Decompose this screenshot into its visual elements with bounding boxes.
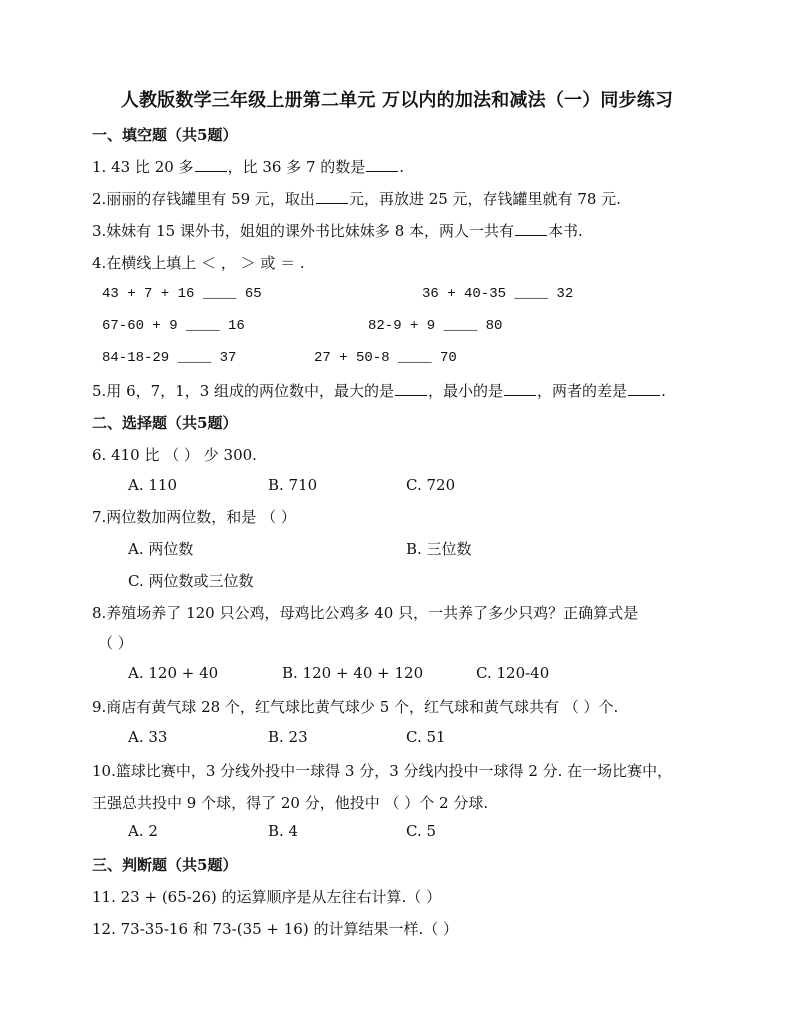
question-5 <box>92 380 666 401</box>
question-2-part-a: 2.丽丽的存钱罐里有 59 元，取出 <box>92 190 315 208</box>
answer-blank[interactable] <box>628 394 660 396</box>
question-1-part-a: 1. 43 比 20 多 <box>92 158 194 176</box>
section-fill-heading: 一、填空题（共5题） <box>92 126 238 144</box>
option-b[interactable]: B. 710 <box>268 476 318 494</box>
option-a[interactable]: A. 2 <box>128 822 158 840</box>
compare-expression: 27 + 50-8 ____ 70 <box>314 350 457 366</box>
question-12-stem: 12. 73-35-16 和 73-(35 + 16) 的计算结果一样.（ ） <box>92 920 458 938</box>
compare-expression: 67-60 + 9 ____ 16 <box>102 318 245 334</box>
question-3-part-b: 本书. <box>548 222 583 240</box>
section-choice-heading: 二、选择题（共5题） <box>92 414 238 432</box>
answer-parenthesis: （ ） <box>98 634 133 652</box>
option-a[interactable]: A. 110 <box>128 476 177 494</box>
option-c[interactable]: C. 5 <box>406 822 437 840</box>
option-b[interactable]: B. 120 + 40 + 120 <box>282 664 424 682</box>
answer-blank[interactable] <box>366 170 398 172</box>
option-b[interactable]: B. 三位数 <box>406 540 472 558</box>
compare-expression: 82-9 + 9 ____ 80 <box>368 318 503 334</box>
option-c[interactable]: C. 51 <box>406 728 446 746</box>
option-a[interactable]: A. 120 + 40 <box>128 664 219 682</box>
question-10-stem-line1: 10.篮球比赛中，3 分线外投中一球得 3 分，3 分线内投中一球得 2 分. 在一场比赛中， <box>92 762 673 780</box>
question-7-stem: 7.两位数加两位数，和是 （ ） <box>92 508 296 526</box>
question-2 <box>92 188 621 209</box>
question-1 <box>92 156 404 177</box>
option-a[interactable]: A. 33 <box>128 728 168 746</box>
question-10-stem-line2: 王强总共投中 9 个球，得了 20 分，他投中 （ ）个 2 分球. <box>92 794 489 812</box>
section-judge-heading: 三、判断题（共5题） <box>92 856 238 874</box>
question-9-stem: 9.商店有黄气球 28 个，红气球比黄气球少 5 个，红气球和黄气球共有 （ ）个. <box>92 698 619 716</box>
question-5-part-c: ，两者的差是 <box>537 382 628 400</box>
question-1-part-c: . <box>399 158 405 176</box>
question-4-stem: 4.在横线上填上 ＜ ， ＞ 或 ＝ . <box>92 254 305 272</box>
question-2-part-b: 元，再放进 25 元，存钱罐里就有 78 元. <box>348 190 621 208</box>
compare-expression: 84-18-29 ____ 37 <box>102 350 237 366</box>
option-a[interactable]: A. 两位数 <box>128 540 194 558</box>
compare-expression: 43 + 7 + 16 ____ 65 <box>102 286 262 302</box>
option-b[interactable]: B. 23 <box>268 728 308 746</box>
option-c[interactable]: C. 720 <box>406 476 456 494</box>
answer-blank[interactable] <box>316 202 348 204</box>
answer-blank[interactable] <box>504 394 536 396</box>
page-title: 人教版数学三年级上册第二单元 万以内的加法和减法（一）同步练习 <box>120 90 674 111</box>
option-c[interactable]: C. 两位数或三位数 <box>128 572 254 590</box>
option-c[interactable]: C. 120-40 <box>476 664 550 682</box>
question-3-part-a: 3.妹妹有 15 课外书，姐姐的课外书比妹妹多 8 本，两人一共有 <box>92 222 515 240</box>
question-6-stem: 6. 410 比 （ ） 少 300. <box>92 446 257 464</box>
question-11-stem: 11. 23 + (65-26) 的运算顺序是从左往右计算.（ ） <box>92 888 442 906</box>
question-8-stem: 8.养殖场养了 120 只公鸡，母鸡比公鸡多 40 只，一共养了多少只鸡？正确算式是 <box>92 604 639 622</box>
question-5-part-a: 5.用 6，7，1，3 组成的两位数中，最大的是 <box>92 382 395 400</box>
question-1-part-b: ，比 36 多 7 的数是 <box>227 158 366 176</box>
compare-expression: 36 + 40-35 ____ 32 <box>422 286 574 302</box>
question-5-part-b: ，最小的是 <box>428 382 504 400</box>
answer-blank[interactable] <box>395 394 427 396</box>
answer-blank[interactable] <box>195 170 227 172</box>
answer-blank[interactable] <box>515 234 547 236</box>
question-5-part-d: . <box>661 382 666 400</box>
question-3 <box>92 220 583 241</box>
option-b[interactable]: B. 4 <box>268 822 299 840</box>
